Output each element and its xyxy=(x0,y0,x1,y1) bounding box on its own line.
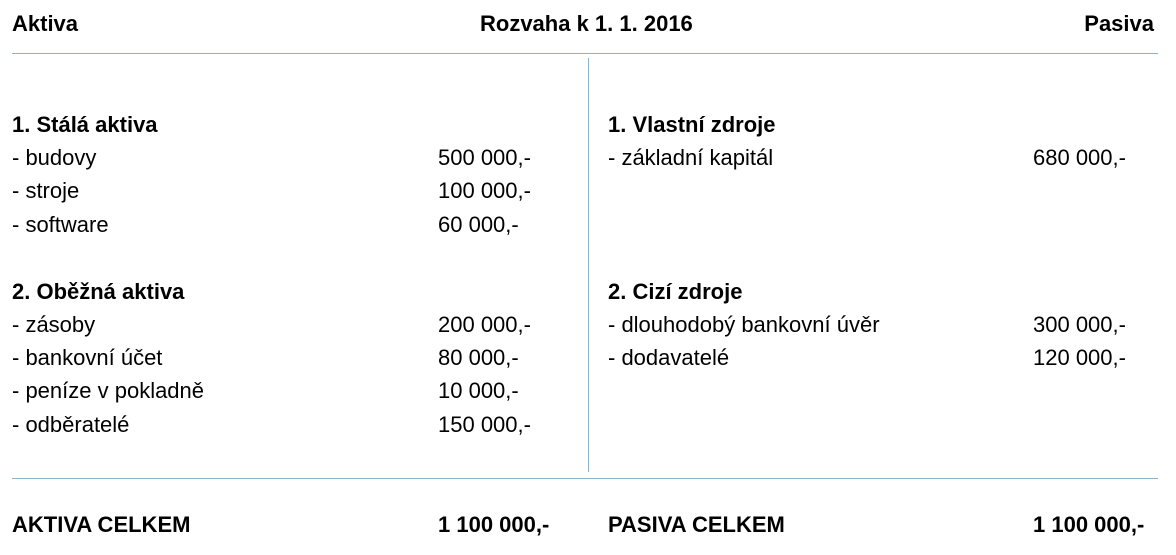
item-label: - stroje xyxy=(12,178,80,203)
item-value: 680 000,- xyxy=(1033,145,1126,170)
header-pasiva: Pasiva xyxy=(1084,11,1154,36)
item-value: 200 000,- xyxy=(438,312,531,337)
item-value: 500 000,- xyxy=(438,145,531,170)
item-value: 60 000,- xyxy=(438,212,519,237)
bottom-divider xyxy=(12,478,1158,479)
aktiva-total-value: 1 100 000,- xyxy=(438,512,550,537)
item-label: - budovy xyxy=(12,145,97,170)
section-title: 2. Cizí zdroje xyxy=(608,279,743,304)
item-label: - bankovní účet xyxy=(12,345,163,370)
item-label: - odběratelé xyxy=(12,412,130,437)
item-value: 80 000,- xyxy=(438,345,519,370)
header-aktiva: Aktiva xyxy=(12,11,79,36)
section-title: 1. Vlastní zdroje xyxy=(608,112,776,137)
top-divider xyxy=(12,53,1158,54)
section-title: 2. Oběžná aktiva xyxy=(12,279,185,304)
pasiva-total-value: 1 100 000,- xyxy=(1033,512,1145,537)
item-label: - software xyxy=(12,212,109,237)
item-value: 120 000,- xyxy=(1033,345,1126,370)
page-title: Rozvaha k 1. 1. 2016 xyxy=(480,11,693,36)
pasiva-total-label: PASIVA CELKEM xyxy=(608,512,785,537)
center-divider xyxy=(588,58,589,472)
item-value: 10 000,- xyxy=(438,378,519,403)
item-label: - peníze v pokladně xyxy=(12,378,205,403)
item-value: 300 000,- xyxy=(1033,312,1126,337)
item-label: - dodavatelé xyxy=(608,345,730,370)
item-value: 150 000,- xyxy=(438,412,531,437)
section-title: 1. Stálá aktiva xyxy=(12,112,158,137)
aktiva-total-label: AKTIVA CELKEM xyxy=(12,512,191,537)
item-label: - dlouhodobý bankovní úvěr xyxy=(608,312,880,337)
item-value: 100 000,- xyxy=(438,178,531,203)
item-label: - základní kapitál xyxy=(608,145,774,170)
item-label: - zásoby xyxy=(12,312,96,337)
